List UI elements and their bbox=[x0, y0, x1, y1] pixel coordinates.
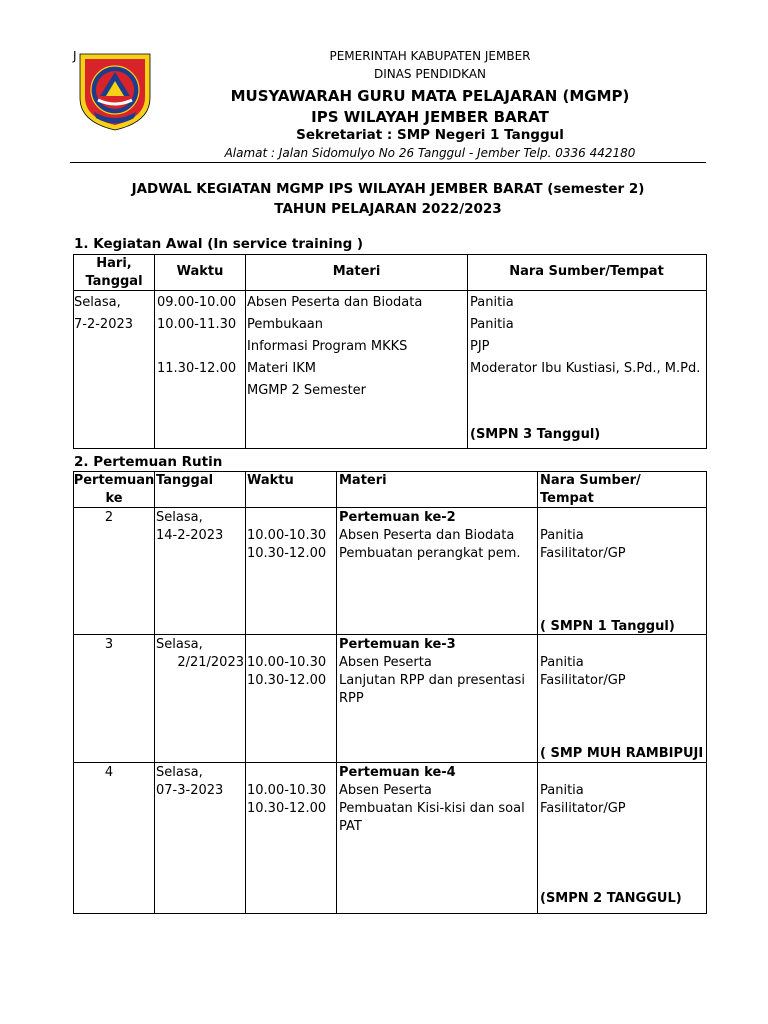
document-title: JADWAL KEGIATAN MGMP IPS WILAYAH JEMBER BARAT (semester 2) bbox=[131, 181, 645, 197]
material-text: Lanjutan RPP dan presentasi bbox=[339, 673, 525, 688]
material-text: MGMP 2 Semester bbox=[247, 383, 367, 398]
material-text: Pembuatan perangkat pem. bbox=[339, 546, 521, 561]
time-text: 10.30-12.00 bbox=[247, 673, 327, 688]
date-text: 14-2-2023 bbox=[156, 528, 224, 543]
material-text: Pembuatan Kisi-kisi dan soal bbox=[339, 801, 525, 816]
time-text: 11.30-12.00 bbox=[157, 361, 237, 376]
document-subtitle: TAHUN PELAJARAN 2022/2023 bbox=[274, 201, 502, 217]
time-text: 10.30-12.00 bbox=[247, 801, 327, 816]
material-text: PAT bbox=[339, 819, 362, 834]
letterhead-region: IPS WILAYAH JEMBER BARAT bbox=[311, 108, 549, 126]
time-text: 10.00-10.30 bbox=[247, 655, 327, 670]
material-text: Absen Peserta dan Biodata bbox=[247, 295, 423, 310]
header-material: Materi bbox=[339, 473, 387, 488]
venue-text: ( SMP MUH RAMBIPUJI bbox=[540, 746, 704, 761]
material-text: Absen Peserta dan Biodata bbox=[339, 528, 515, 543]
section-1-heading: 1. Kegiatan Awal (In service training ) bbox=[74, 236, 364, 252]
material-text: Materi IKM bbox=[247, 361, 316, 376]
letterhead-secretariat: Sekretariat : SMP Negeri 1 Tanggul bbox=[296, 127, 564, 143]
material-text: RPP bbox=[339, 691, 364, 706]
speaker-text: Fasilitator/GP bbox=[540, 546, 626, 561]
header-speaker: Nara Sumber/Tempat bbox=[509, 264, 664, 279]
speaker-text: Fasilitator/GP bbox=[540, 801, 626, 816]
meeting-number: 2 bbox=[104, 510, 114, 525]
day-text: Selasa, bbox=[156, 765, 203, 780]
meeting-title: Pertemuan ke-2 bbox=[339, 510, 456, 525]
meeting-number: 4 bbox=[104, 765, 114, 780]
time-text: 09.00-10.00 bbox=[157, 295, 237, 310]
meeting-title: Pertemuan ke-3 bbox=[339, 637, 456, 652]
speaker-text: Panitia bbox=[470, 317, 514, 332]
header-day-line1: Hari, bbox=[96, 256, 132, 271]
section-2-heading: 2. Pertemuan Rutin bbox=[74, 454, 223, 470]
header-time: Waktu bbox=[176, 264, 224, 279]
speaker-text: Panitia bbox=[470, 295, 514, 310]
header-meeting-line2: ke bbox=[105, 491, 123, 506]
kabupaten-jember-logo bbox=[78, 50, 152, 132]
date-text: 07-3-2023 bbox=[156, 783, 224, 798]
time-text: 10.00-10.30 bbox=[247, 528, 327, 543]
meeting-number: 3 bbox=[104, 637, 114, 652]
header-material: Materi bbox=[332, 264, 381, 279]
letterhead-department: DINAS PENDIDKAN bbox=[373, 67, 487, 81]
letterhead-address: Alamat : Jalan Sidomulyo No 26 Tanggul - Jember Telp. 0336 442180 bbox=[224, 146, 636, 160]
header-speaker-line1: Nara Sumber/ bbox=[540, 473, 641, 488]
time-text: 10.00-11.30 bbox=[157, 317, 237, 332]
time-text: 10.30-12.00 bbox=[247, 546, 327, 561]
material-text: Pembukaan bbox=[247, 317, 324, 332]
header-day-line2: Tanggal bbox=[85, 274, 143, 289]
time-text: 10.00-10.30 bbox=[247, 783, 327, 798]
day-text: Selasa, bbox=[74, 295, 121, 310]
day-text: Selasa, bbox=[156, 637, 203, 652]
material-text: Absen Peserta bbox=[339, 783, 432, 798]
header-meeting-line1: Pertemuan bbox=[73, 473, 155, 488]
venue-text: (SMPN 3 Tanggul) bbox=[470, 427, 601, 442]
date-text: 7-2-2023 bbox=[74, 317, 134, 332]
speaker-text: Panitia bbox=[540, 655, 584, 670]
letterhead-divider bbox=[70, 162, 706, 163]
header-time: Waktu bbox=[247, 473, 294, 488]
stray-mark: J bbox=[73, 49, 77, 63]
venue-text: (SMPN 2 TANGGUL) bbox=[540, 891, 682, 906]
speaker-text: PJP bbox=[470, 339, 490, 354]
material-text: Informasi Program MKKS bbox=[247, 339, 408, 354]
speaker-text: Panitia bbox=[540, 783, 584, 798]
speaker-text: Moderator Ibu Kustiasi, S.Pd., M.Pd. bbox=[470, 361, 701, 376]
header-speaker-line2: Tempat bbox=[540, 491, 594, 506]
venue-text: ( SMPN 1 Tanggul) bbox=[540, 619, 675, 634]
date-text: 2/21/2023 bbox=[177, 655, 244, 670]
header-date: Tanggal bbox=[156, 473, 214, 488]
letterhead-organization: MUSYAWARAH GURU MATA PELAJARAN (MGMP) bbox=[230, 87, 630, 105]
material-text: Absen Peserta bbox=[339, 655, 432, 670]
letterhead-government: PEMERINTAH KABUPATEN JEMBER bbox=[329, 49, 531, 63]
speaker-text: Panitia bbox=[540, 528, 584, 543]
meeting-title: Pertemuan ke-4 bbox=[339, 765, 456, 780]
day-text: Selasa, bbox=[156, 510, 203, 525]
speaker-text: Fasilitator/GP bbox=[540, 673, 626, 688]
